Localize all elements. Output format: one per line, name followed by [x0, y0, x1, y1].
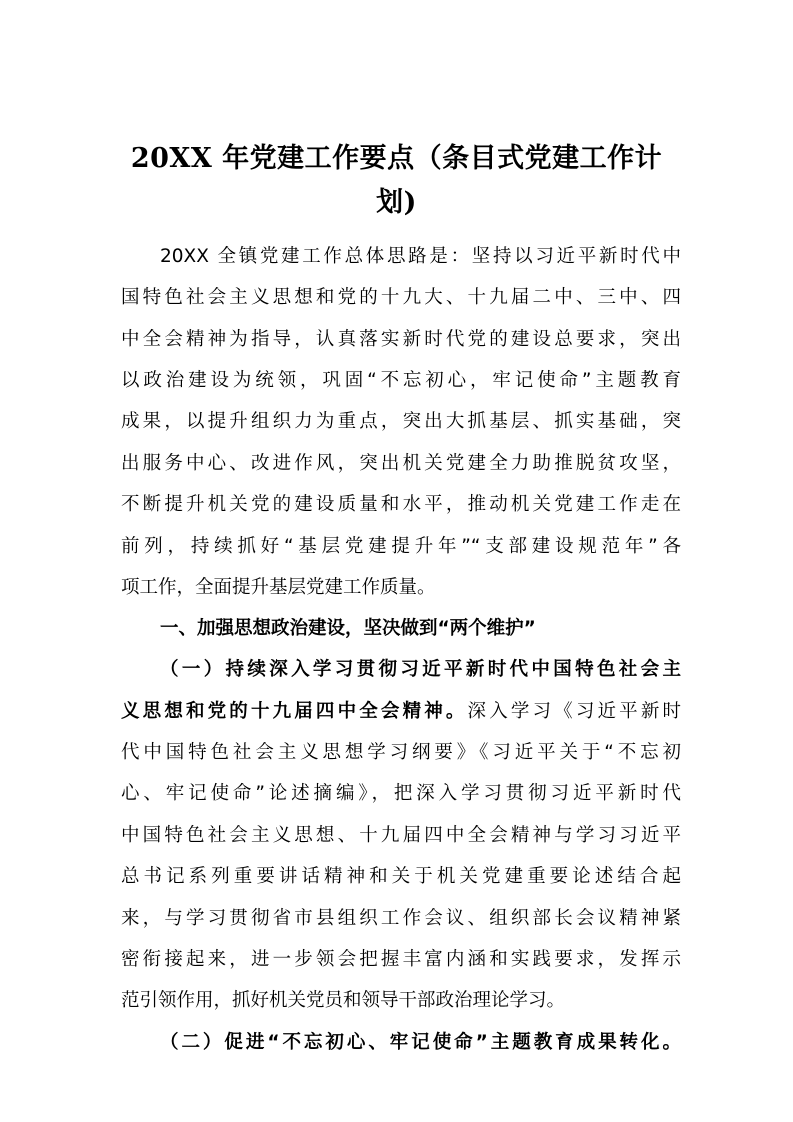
item1-body-line-6: 密衔接起来，进一步领会把握丰富内涵和实践要求，发挥示: [121, 949, 681, 970]
intro-line-1: 20XX 全镇党建工作总体思路是：坚持以习近平新时代中: [160, 246, 681, 267]
item1-body-line-1: 代中国特色社会主义思想学习纲要》《习近平关于“不忘初: [121, 742, 681, 763]
intro-line-7: 不断提升机关党的建设质量和水平，推动机关党建工作走在: [121, 494, 681, 515]
intro-line-9: 项工作，全面提升基层党建工作质量。: [121, 577, 436, 598]
intro-line-8: 前列，持续抓好“基层党建提升年”“支部建设规范年”各: [121, 536, 681, 557]
title-line-1: 20XX 年党建工作要点（条目式党建工作计: [130, 143, 663, 174]
item1-body-line-2: 心、牢记使命”论述摘编》，把深入学习贯彻习近平新时代: [121, 783, 681, 804]
item1-body-line-3: 中国特色社会主义思想、十九届四中全会精神与学习习近平: [121, 825, 681, 846]
item1-body-line-4: 总书记系列重要讲话精神和关于机关党建重要论述结合起: [121, 866, 681, 887]
document-title: [100, 137, 693, 225]
title-line-2: 划): [376, 187, 417, 218]
item1-line-2: [121, 695, 681, 729]
intro-line-2: 国特色社会主义思想和党的十九大、十九届二中、三中、四: [121, 287, 681, 308]
intro-line-6: 出服务中心、改进作风，突出机关党建全力助推脱贫攻坚，: [121, 453, 681, 474]
item1-body-line-7: 范引领作用，抓好机关党员和领导干部政治理论学习。: [121, 990, 566, 1011]
intro-line-3: 中全会精神为指导，认真落实新时代党的建设总要求，突出: [121, 329, 681, 350]
item1-body-line-5: 来，与学习贯彻省市县组织工作会议、组织部长会议精神紧: [121, 908, 681, 929]
intro-line-5: 成果，以提升组织力为重点，突出大抓基层、抓实基础，突: [121, 411, 681, 432]
item1-line-2-rest: 深入学习《习近平新时: [467, 701, 681, 722]
item2-heading: （二）促进“不忘初心、牢记使命”主题教育成果转化。: [160, 1032, 681, 1053]
item1-heading-line-1: （一）持续深入学习贯彻习近平新时代中国特色社会主: [160, 659, 681, 680]
item1-heading-line-2: 义思想和党的十九届四中全会精神。: [121, 701, 468, 722]
intro-line-4: 以政治建设为统领，巩固“不忘初心，牢记使命”主题教育: [121, 370, 681, 391]
section-heading-1: 一、加强思想政治建设，坚决做到“两个维护”: [160, 618, 536, 639]
